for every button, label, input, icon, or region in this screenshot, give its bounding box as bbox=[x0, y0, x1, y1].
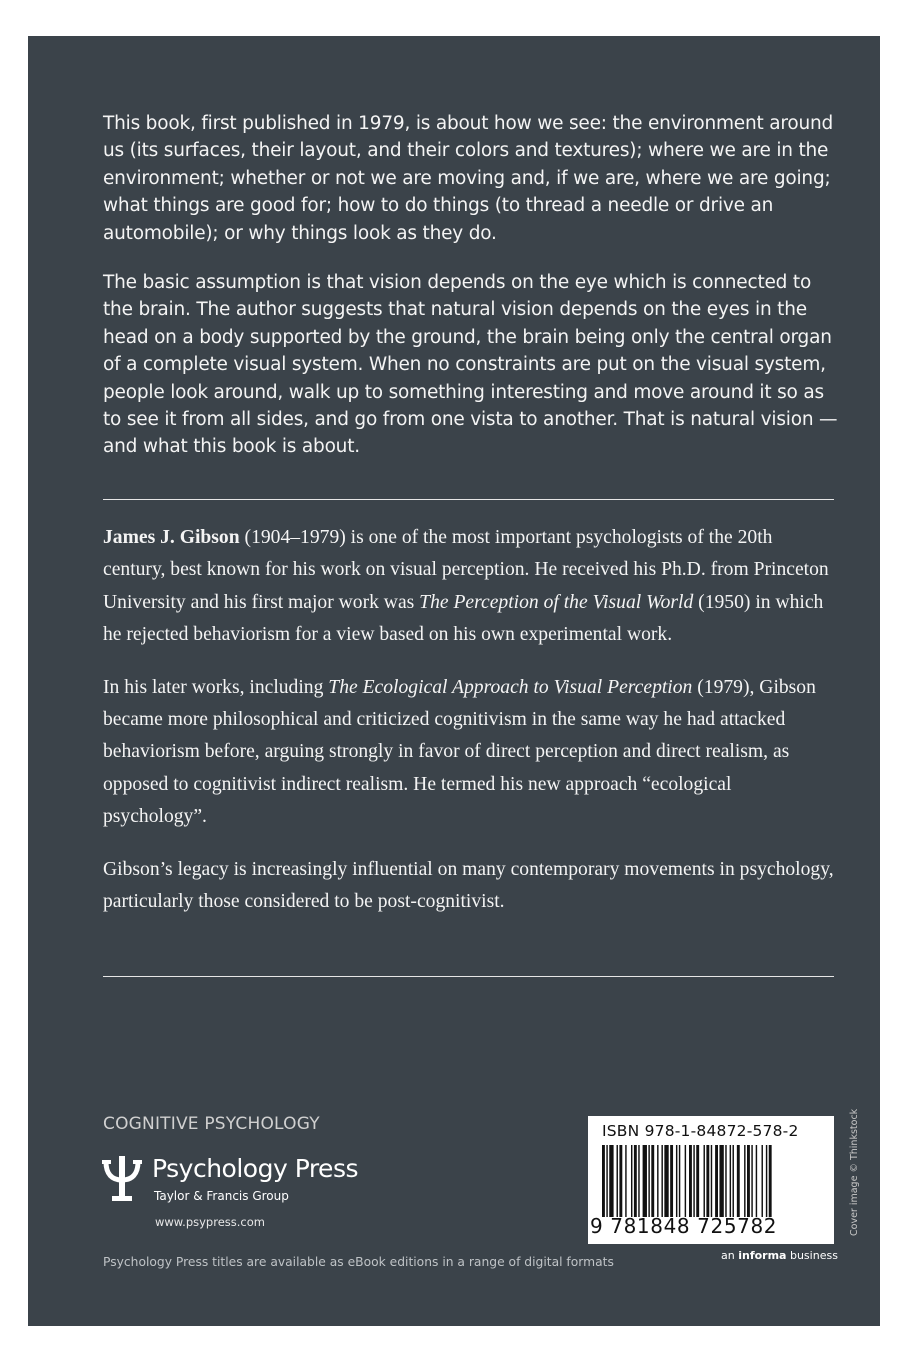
bio-paragraph-2 bbox=[103, 672, 838, 834]
author-bio bbox=[103, 522, 838, 938]
barcode-bar bbox=[685, 1145, 686, 1217]
bio-text: In his later works, including bbox=[103, 676, 329, 698]
back-cover bbox=[28, 36, 880, 1326]
barcode-bar bbox=[625, 1145, 626, 1217]
barcode-bar bbox=[638, 1145, 639, 1217]
divider-bottom bbox=[103, 976, 834, 977]
book-title: The Perception of the Visual World bbox=[419, 591, 694, 613]
barcode-bar bbox=[725, 1145, 726, 1217]
barcode-bar bbox=[606, 1145, 607, 1217]
barcode-bar bbox=[715, 1145, 718, 1217]
publisher-website: www.psypress.com bbox=[155, 1215, 265, 1229]
series-label: COGNITIVE PSYCHOLOGY bbox=[103, 1114, 320, 1134]
ebook-note: Psychology Press titles are available as eBook editions in a range of digital formats bbox=[103, 1255, 614, 1269]
author-name: James J. Gibson bbox=[103, 527, 240, 548]
cover-credit: Cover image © Thinkstock bbox=[849, 1108, 860, 1236]
barcode-bar bbox=[719, 1145, 723, 1217]
barcode-bar bbox=[769, 1145, 772, 1217]
barcode-bar bbox=[733, 1145, 734, 1217]
barcode-bar bbox=[602, 1145, 605, 1217]
barcode-bar bbox=[676, 1145, 677, 1217]
informa-tagline bbox=[721, 1249, 838, 1262]
barcode-bar bbox=[762, 1145, 763, 1217]
bio-paragraph-1 bbox=[103, 522, 838, 652]
barcode-bar bbox=[634, 1145, 637, 1217]
divider-top bbox=[103, 499, 834, 500]
bio-text: (1950) in which he rejected behaviorism for a view based on his own experimental work. bbox=[103, 591, 824, 646]
informa-brand: informa bbox=[738, 1249, 787, 1262]
barcode-bar bbox=[679, 1145, 680, 1217]
barcode-bar bbox=[744, 1145, 745, 1217]
publisher-group: Taylor & Francis Group bbox=[154, 1189, 289, 1203]
barcode-bar bbox=[619, 1145, 622, 1217]
barcode-bar bbox=[706, 1145, 709, 1217]
barcode-bar bbox=[693, 1145, 694, 1217]
barcode-bar bbox=[766, 1145, 767, 1217]
barcode-bar bbox=[648, 1145, 649, 1217]
synopsis-paragraph-2: The basic assumption is that vision depends on the eye which is connected to the brain. The author suggests that natural vision depends on the eyes in the head on a body supported by the ground, the brain being only the central organ of a complete visual system. When no constraints are put on the visual system, people look around, walk up to something interesting and move around it so as to see it from all sides, and go from one vista to another. That is natural vision — and what this book is about. bbox=[103, 272, 838, 458]
barcode-bar bbox=[670, 1145, 673, 1217]
informa-prefix: an bbox=[721, 1249, 739, 1262]
barcode-bars bbox=[602, 1145, 822, 1217]
isbn-number: ISBN 978-1-84872-578-2 bbox=[602, 1122, 799, 1140]
isbn-barcode bbox=[588, 1116, 834, 1244]
barcode-bar bbox=[651, 1145, 654, 1217]
publisher-name: Psychology Press bbox=[152, 1154, 358, 1183]
bio-text: (1904–1979) is one of the most important psychologists of the 20th century, best known for his work on visual perception. He received his Ph.D. from Princeton University and his first major work was bbox=[103, 527, 829, 613]
barcode-bar bbox=[631, 1145, 632, 1217]
psi-logo-icon bbox=[100, 1154, 144, 1206]
bio-paragraph-3: Gibson’s legacy is increasingly influential on many contemporary movements in psychology, particularly those considered to be post-cognitivist. bbox=[103, 858, 834, 913]
barcode-bar bbox=[664, 1145, 668, 1217]
bio-text: (1979), Gibson became more philosophical and criticized cognitivism in the same way he had attacked behaviorism before, arguing strongly in favor of direct perception and direct realism, as opposed to cognitivist indirect realism. He termed his new approach “ecological psychology”. bbox=[103, 676, 816, 828]
barcode-bar bbox=[711, 1145, 712, 1217]
barcode-bar bbox=[657, 1145, 658, 1217]
synopsis bbox=[103, 110, 838, 483]
barcode-bar bbox=[737, 1145, 740, 1217]
barcode-bar bbox=[696, 1145, 699, 1217]
barcode-bar bbox=[617, 1145, 618, 1217]
barcode-bar bbox=[704, 1145, 705, 1217]
barcode-bar bbox=[756, 1145, 757, 1217]
barcode-bar bbox=[751, 1145, 752, 1217]
barcode-digits: 9 781848 725782 bbox=[590, 1214, 778, 1238]
barcode-bar bbox=[643, 1145, 647, 1217]
book-title: The Ecological Approach to Visual Perception bbox=[328, 676, 693, 698]
barcode-bar bbox=[730, 1145, 731, 1217]
barcode-bar bbox=[661, 1145, 662, 1217]
barcode-bar bbox=[609, 1145, 613, 1217]
synopsis-paragraph-1: This book, first published in 1979, is about how we see: the environment around us (its surfaces, their layout, and their colors and textures); where we are in the environment; whether or not we are moving and, if we are, where we are going; what things are good for; how to do things (to thread a needle or drive an automobile); or why things look as they do. bbox=[103, 113, 834, 244]
informa-suffix: business bbox=[786, 1249, 838, 1262]
barcode-bar bbox=[689, 1145, 692, 1217]
barcode-bar bbox=[747, 1145, 750, 1217]
